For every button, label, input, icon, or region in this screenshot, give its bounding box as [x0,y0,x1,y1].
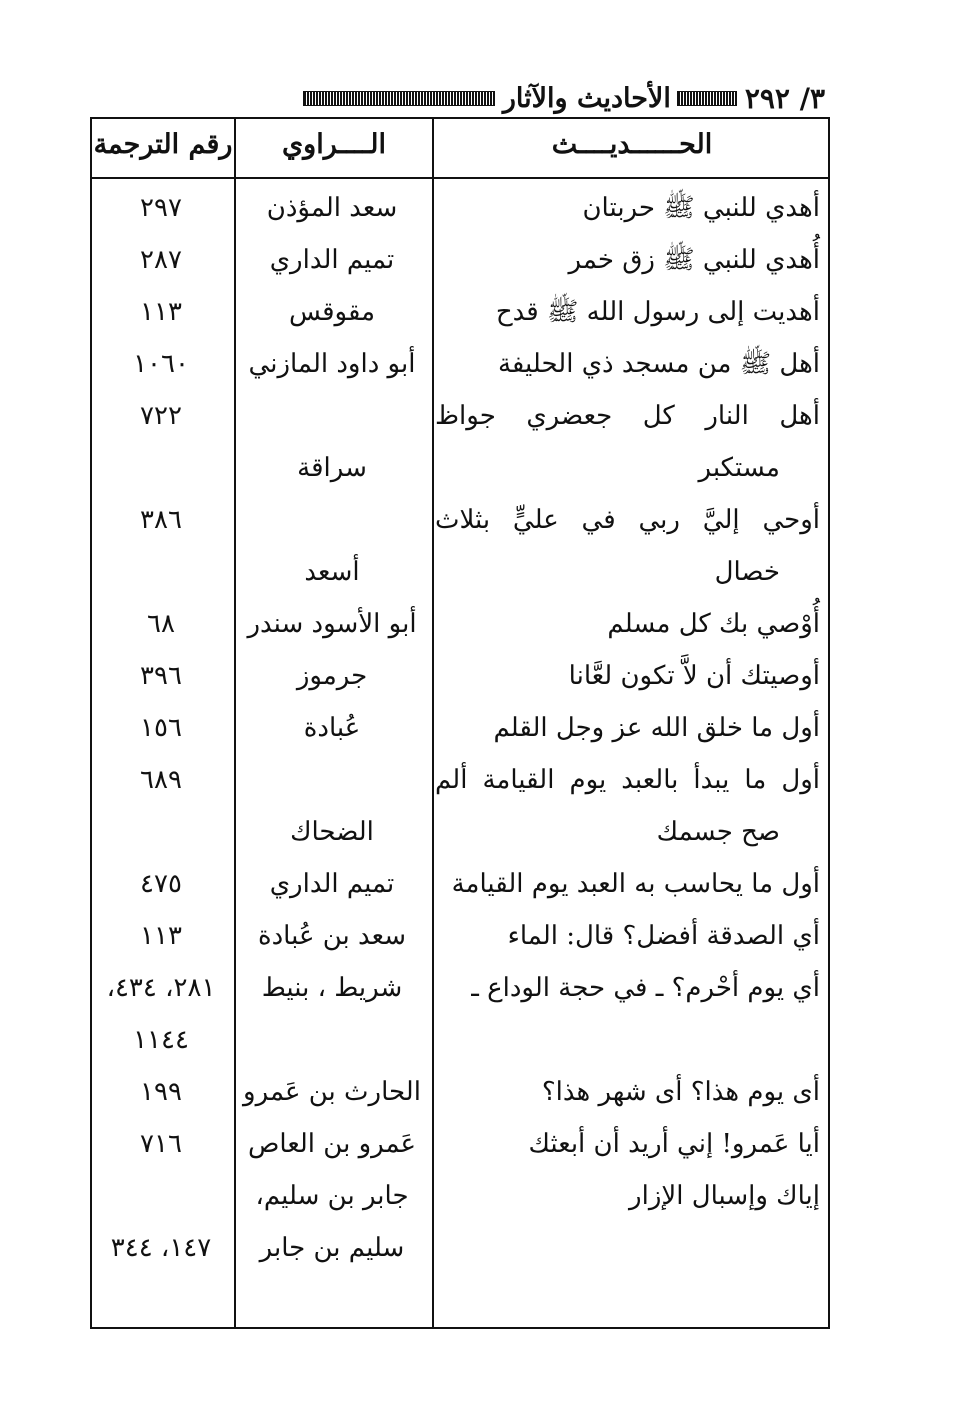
hadith-text: أول ما يبدأ بالعبد يوم القيامة ألم [435,765,820,795]
hadith-text: أهدي للنبي ﷺ حربتان [582,193,820,223]
book-title: الأحاديث والآثار [502,82,671,114]
biography-number: ١١٤٤ [133,1025,189,1055]
hadith-text: أهديت إلى رسول الله ﷺ قدح [495,297,820,327]
table-row [90,1014,830,1066]
biography-number [90,1170,232,1222]
biography-number: ١٠٦٠ [133,349,189,379]
table-row [90,598,830,650]
narrator-name: الحارث بن عَمرو [243,1077,421,1107]
header-divider [92,177,828,179]
hadith-text [435,1014,820,1066]
narrator-name [234,1014,430,1066]
hadith-text: مستكبر [698,453,780,483]
header-ornament-right [677,91,737,106]
biography-number: ٢٨٧ [140,245,182,275]
table-row [90,494,830,546]
narrator-name: جرموز [296,661,368,691]
biography-number: ٣٨٦ [140,505,182,535]
column-header-rawi: الــــراوي [282,129,386,160]
table-row [90,390,830,442]
hadith-text: إياك وإسبال الإزار [629,1181,820,1211]
narrator-name: الضحاك [290,817,374,847]
page-number: ٣/ ٢٩٢ [744,81,825,115]
hadith-text: أوصيتك أن لاَّ تكون لعَّانا [568,661,820,691]
narrator-name: تميم الداري [269,245,395,275]
table-row [90,182,830,234]
hadith-text: أي الصدقة أفضل؟ قال: الماء [507,921,820,951]
table-row [90,1170,830,1222]
narrator-name: تميم الداري [269,869,395,899]
biography-number [90,546,232,598]
table-row [90,962,830,1014]
table-row [90,910,830,962]
narrator-name: شريط ، بنيط [261,973,403,1003]
table-row [90,338,830,390]
biography-number: ١٥٦ [140,713,182,743]
hadith-text: أهل النار كل جعضري جواظ [435,401,820,431]
biography-number: ٦٨٩ [140,765,182,795]
hadith-text: أهل ﷺ من مسجد ذي الحليفة [497,349,820,379]
table-row [90,234,830,286]
column-header-number: رقم الترجمة [93,129,233,160]
biography-number: ١١٣ [140,297,182,327]
narrator-name: سليم بن جابر [259,1233,405,1263]
hadith-text: أول ما يحاسب به العبد يوم القيامة [451,869,820,899]
narrator-name: سعد بن عُبادة [257,921,406,951]
narrator-name: سعد المؤذن [266,193,398,223]
biography-number: ١١٣ [140,921,182,951]
narrator-name: أبو الأسود سندر [247,609,417,639]
biography-number: ٦٨ [147,609,175,639]
table-body [90,182,830,1274]
narrator-name [234,754,430,806]
hadith-text: أى يوم هذا؟ أى شهر هذا؟ [541,1077,820,1107]
table-row [90,650,830,702]
table-row [90,754,830,806]
biography-number: ١٩٩ [140,1077,182,1107]
narrator-name [234,494,430,546]
page-header [80,82,825,114]
narrator-name [234,390,430,442]
biography-number [90,442,232,494]
biography-number: ٧٢٢ [140,401,182,431]
narrator-name: مقوقس [288,297,376,327]
narrator-name: عَمرو بن العاص [247,1129,417,1159]
biography-number: ٤٧٥ [140,869,182,899]
hadith-text: أُهدي للنبي ﷺ زق خمر [568,245,820,275]
hadith-text: خصال [714,557,780,587]
narrator-name: عُبادة [303,713,361,743]
biography-number: ٣٩٦ [140,661,182,691]
hadith-text: أوحي إليَّ ربي في عليٍّ بثلاث [435,505,820,535]
table-row [90,286,830,338]
biography-number: ٢٨١، ٤٣٤، [106,973,216,1003]
hadith-text: أول ما خلق الله عز وجل القلم [493,713,820,743]
table-row [90,858,830,910]
table-row [90,1118,830,1170]
column-header-hadith: الحــــــديــــث [551,129,713,160]
hadith-text: أيا عَمرو! إني أريد أن أبعثك [528,1129,820,1159]
table-row [90,546,830,598]
table-row [90,1066,830,1118]
header-ornament-middle [303,91,495,106]
hadith-text: صح جسمك [656,817,780,847]
table-row [90,1222,830,1274]
hadith-text: أُوْصي بك كل مسلم [607,609,820,639]
biography-number: ٧١٦ [140,1129,182,1159]
biography-number: ١٤٧، ٣٤٤ [110,1233,212,1263]
narrator-name: سراقة [297,453,367,483]
narrator-name: جابر بن سليم، [255,1181,409,1211]
table-row [90,702,830,754]
hadith-text: أي يوم أحْرم؟ ـ في حجة الوداع ـ [471,973,820,1003]
table-row [90,806,830,858]
narrator-name: أسعد [304,557,360,587]
narrator-name: أبو داود المازني [248,349,416,379]
biography-number [90,806,232,858]
biography-number: ٢٩٧ [140,193,182,223]
hadith-text [435,1222,820,1274]
table-row [90,442,830,494]
